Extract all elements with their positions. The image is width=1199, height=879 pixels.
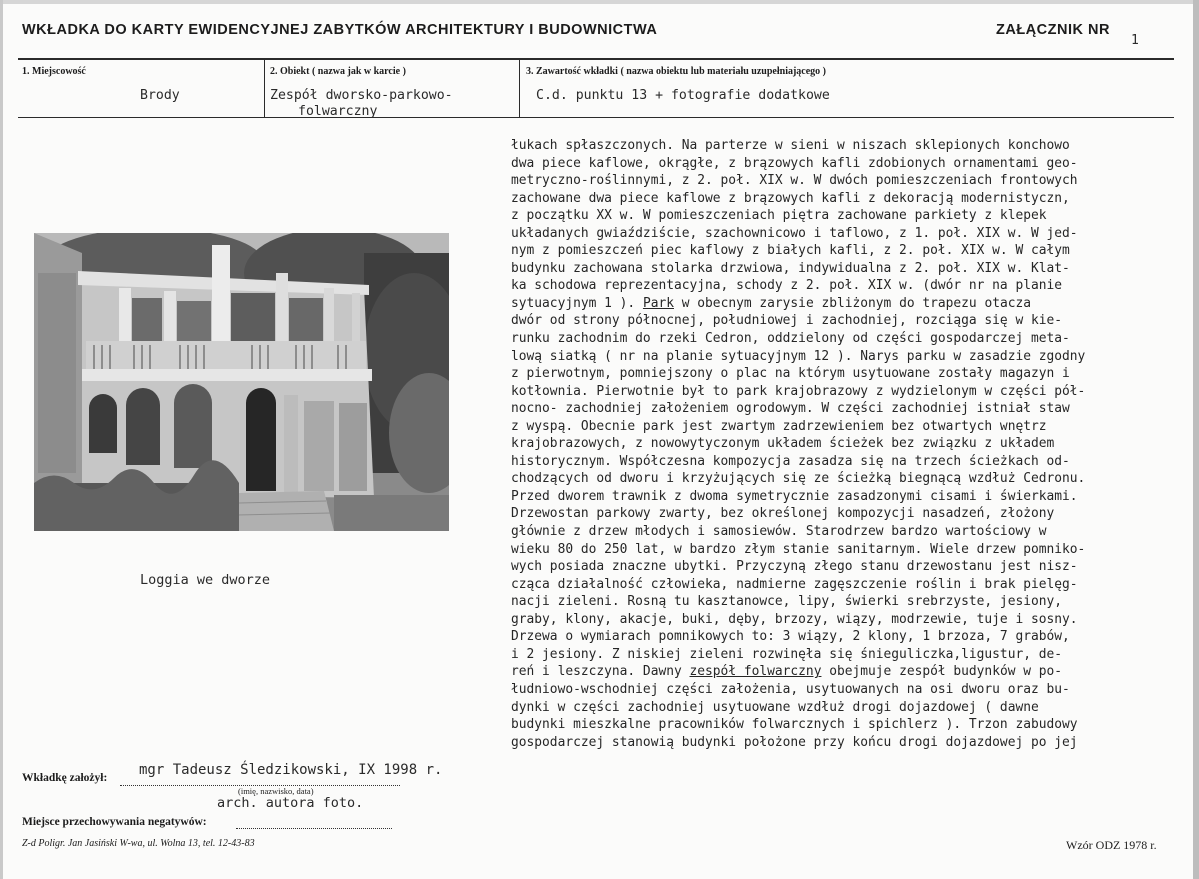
text-line: lową siatką ( nr na planie sytuacyjnym 12 ). Narys parku w zasadzie zgodny (511, 348, 1086, 364)
text-line: nacji zieleni. Rosną tu kasztanowce, lipy, świerki srebrzyste, jesiony, (511, 594, 1063, 610)
text-line: nym z pomieszczeń piec kaflowy z białych kafli, z 2. poł. XIX w. W całym (511, 243, 1070, 259)
text-line: układanych gwiaździście, szachownicowo i taflowo, z 1. poł. XIX w. W jed- (511, 225, 1078, 241)
text-line: dynki w części zachodniej usytuowane wzdłuż drogi dojazdowej ( dawne (511, 699, 1039, 715)
text-line: runku zachodnim do rzeki Cedron, oddzielony od części gospodarczej meta- (511, 331, 1070, 347)
text-line: łudniowo-wschodniej części założenia, usytuowanych na osi dworu oraz bu- (511, 681, 1070, 697)
text-line: budynki mieszkalne pracowników folwarcznych i spichlerz ). Trzon zabudowy (511, 717, 1078, 733)
text-line: nocno- zachodniej założeniem ogrodowym. W części zachodniej istniał staw (511, 401, 1070, 417)
text-line: z pierwotnym, pomniejszony o plac na którym usytuowane zostały magazyn i (511, 366, 1070, 382)
sheet-edge (0, 0, 3, 879)
loggia-photo-image (34, 233, 449, 531)
object-label: 2. Obiekt ( nazwa jak w karcie ) (270, 66, 406, 77)
text-line: wieku 80 do 250 lat, w bardzo złym stanie sanitarnym. Wiele drzew pomniko- (511, 541, 1086, 557)
text-line: z wyspą. Obecnie park jest zwartym zadrzewieniem bez otwartych wnętrz (511, 418, 1047, 434)
text-line: historycznym. Współczesna kompozycja zasadza się na trzech ścieżkach od- (511, 453, 1070, 469)
text-line: cząca działalność człowieka, nadmierne zagęszczenie roślin i brak pielęg- (511, 576, 1078, 592)
printer-imprint: Z-d Poligr. Jan Jasiński W-wa, ul. Wolna 13, tel. 12-43-83 (22, 838, 255, 849)
text-line: wych posiada znaczne ubytki. Przyczyną złego stanu drzewostanu jest nisz- (511, 559, 1078, 575)
field-row-top-rule (18, 58, 1174, 60)
description-text (511, 137, 1161, 751)
text-segment: reń i leszczyna. Dawny (511, 664, 682, 680)
form-code: Wzór ODZ 1978 r. (1066, 838, 1157, 852)
loggia-photograph (34, 233, 449, 531)
text-line: z początku XX w. W pomieszczeniach piętra zachowane parkiety z klepek (511, 208, 1047, 224)
text-line: graby, klony, akacje, buki, dęby, brzozy, wiązy, modrzewie, tuje i sosny. (511, 611, 1078, 627)
sheet-edge (1193, 0, 1199, 879)
attachment-number: 1 (1131, 33, 1139, 48)
text-line: Przed dworem trawnik z dwoma symetrycznie zasadzonymi cisami i świerkami. (511, 488, 1078, 504)
text-segment: obejmuje zespół budynków w po- (829, 664, 1063, 680)
text-segment: w obecnym zarysie zbliżonym do trapezu otacza (681, 295, 1032, 311)
content-label: 3. Zawartość wkładki ( nazwa obiektu lub materiału uzupełniającego ) (526, 66, 827, 77)
text-line: ka schodowa reprezentacyjna, schody z 2. poł. XIX w. (dwór nr na planie (511, 278, 1063, 294)
negatives-dotted-line (236, 823, 392, 829)
founder-hint: (imię, nazwisko, data) (238, 786, 314, 796)
park-heading: Park (642, 295, 674, 311)
attachment-label: ZAŁĄCZNIK NR (996, 22, 1110, 38)
content-value: C.d. punktu 13 + fotografie dodatkowe (536, 88, 830, 103)
text-line: kotłownia. Pierwotnie był to park krajobrazowy z wydzielonym w części pół- (511, 383, 1086, 399)
object-value: Zespół dworsko-parkowo- (270, 88, 453, 103)
folwark-heading: zespół folwarczny (689, 664, 822, 680)
photo-author: arch. autora foto. (217, 795, 364, 811)
text-line: Drzewostan parkowy zwarty, bez określonej kompozycji nasadzeń, złożony (511, 506, 1055, 522)
sheet-edge (0, 0, 1199, 4)
text-line: Drzewa o wymiarach pomnikowych to: 3 wiązy, 2 klony, 1 brzoza, 7 grabów, (511, 629, 1070, 645)
text-line (511, 295, 1161, 313)
text-line: łukach spłaszczonych. Na parterze w sieni w niszach sklepionych konchowo (511, 138, 1070, 153)
form-title: WKŁADKA DO KARTY EWIDENCYJNEJ ZABYTKÓW ARCHITEKTURY I BUDOWNICTWA (22, 22, 658, 38)
field-divider (264, 58, 265, 118)
text-line: metryczno-roślinnymi, z 2. poł. XIX w. W dwóch pomieszczeniach frontowych (511, 173, 1078, 189)
founder-value: mgr Tadeusz Śledzikowski, IX 1998 r. (139, 762, 443, 778)
locality-label: 1. Miejscowość (22, 66, 86, 77)
negatives-label: Miejsce przechowywania negatywów: (22, 816, 207, 828)
photo-caption: Loggia we dworze (140, 572, 271, 588)
text-line (511, 663, 1161, 681)
text-line: gospodarczej stanowią budynki położone przy końcu drogi dojazdowej po jej (511, 734, 1078, 750)
founder-label: Wkładkę założył: (22, 772, 108, 784)
locality-value: Brody (140, 88, 180, 103)
text-line: zachowane dwa piece kaflowe z brązowych kafli z dekoracją modernistyczn, (511, 190, 1070, 206)
field-divider (519, 58, 520, 118)
text-line: budynku zachowana stolarka drzwiowa, indywidualna z 2. poł. XIX w. Klat- (511, 260, 1070, 276)
field-row-bottom-rule (18, 117, 1174, 118)
text-line: krajobrazowych, z nowowytyczonym układem ścieżek bez związku z układem (511, 436, 1055, 452)
text-line: chodzących od dworu i krzyżujących się ze ścieżką biegnącą wzdłuż Cedronu. (511, 471, 1086, 487)
text-line: dwa piece kaflowe, okrągłe, z brązowych kafli zdobionych ornamentami geo- (511, 155, 1078, 171)
text-line: i 2 jesiony. Z niskiej zieleni rozwinęła się śnieguliczka,ligustur, de- (511, 646, 1063, 662)
text-line: głównie z drzew młodych i samosiewów. Starodrzew bardzo wartościowy w (511, 524, 1047, 540)
text-line: dwór od strony północnej, południowej i zachodniej, rozciąga się w kie- (511, 313, 1063, 329)
object-value-continued: folwarczny (298, 104, 378, 117)
text-segment: sytuacyjnym 1 ). (511, 295, 636, 311)
